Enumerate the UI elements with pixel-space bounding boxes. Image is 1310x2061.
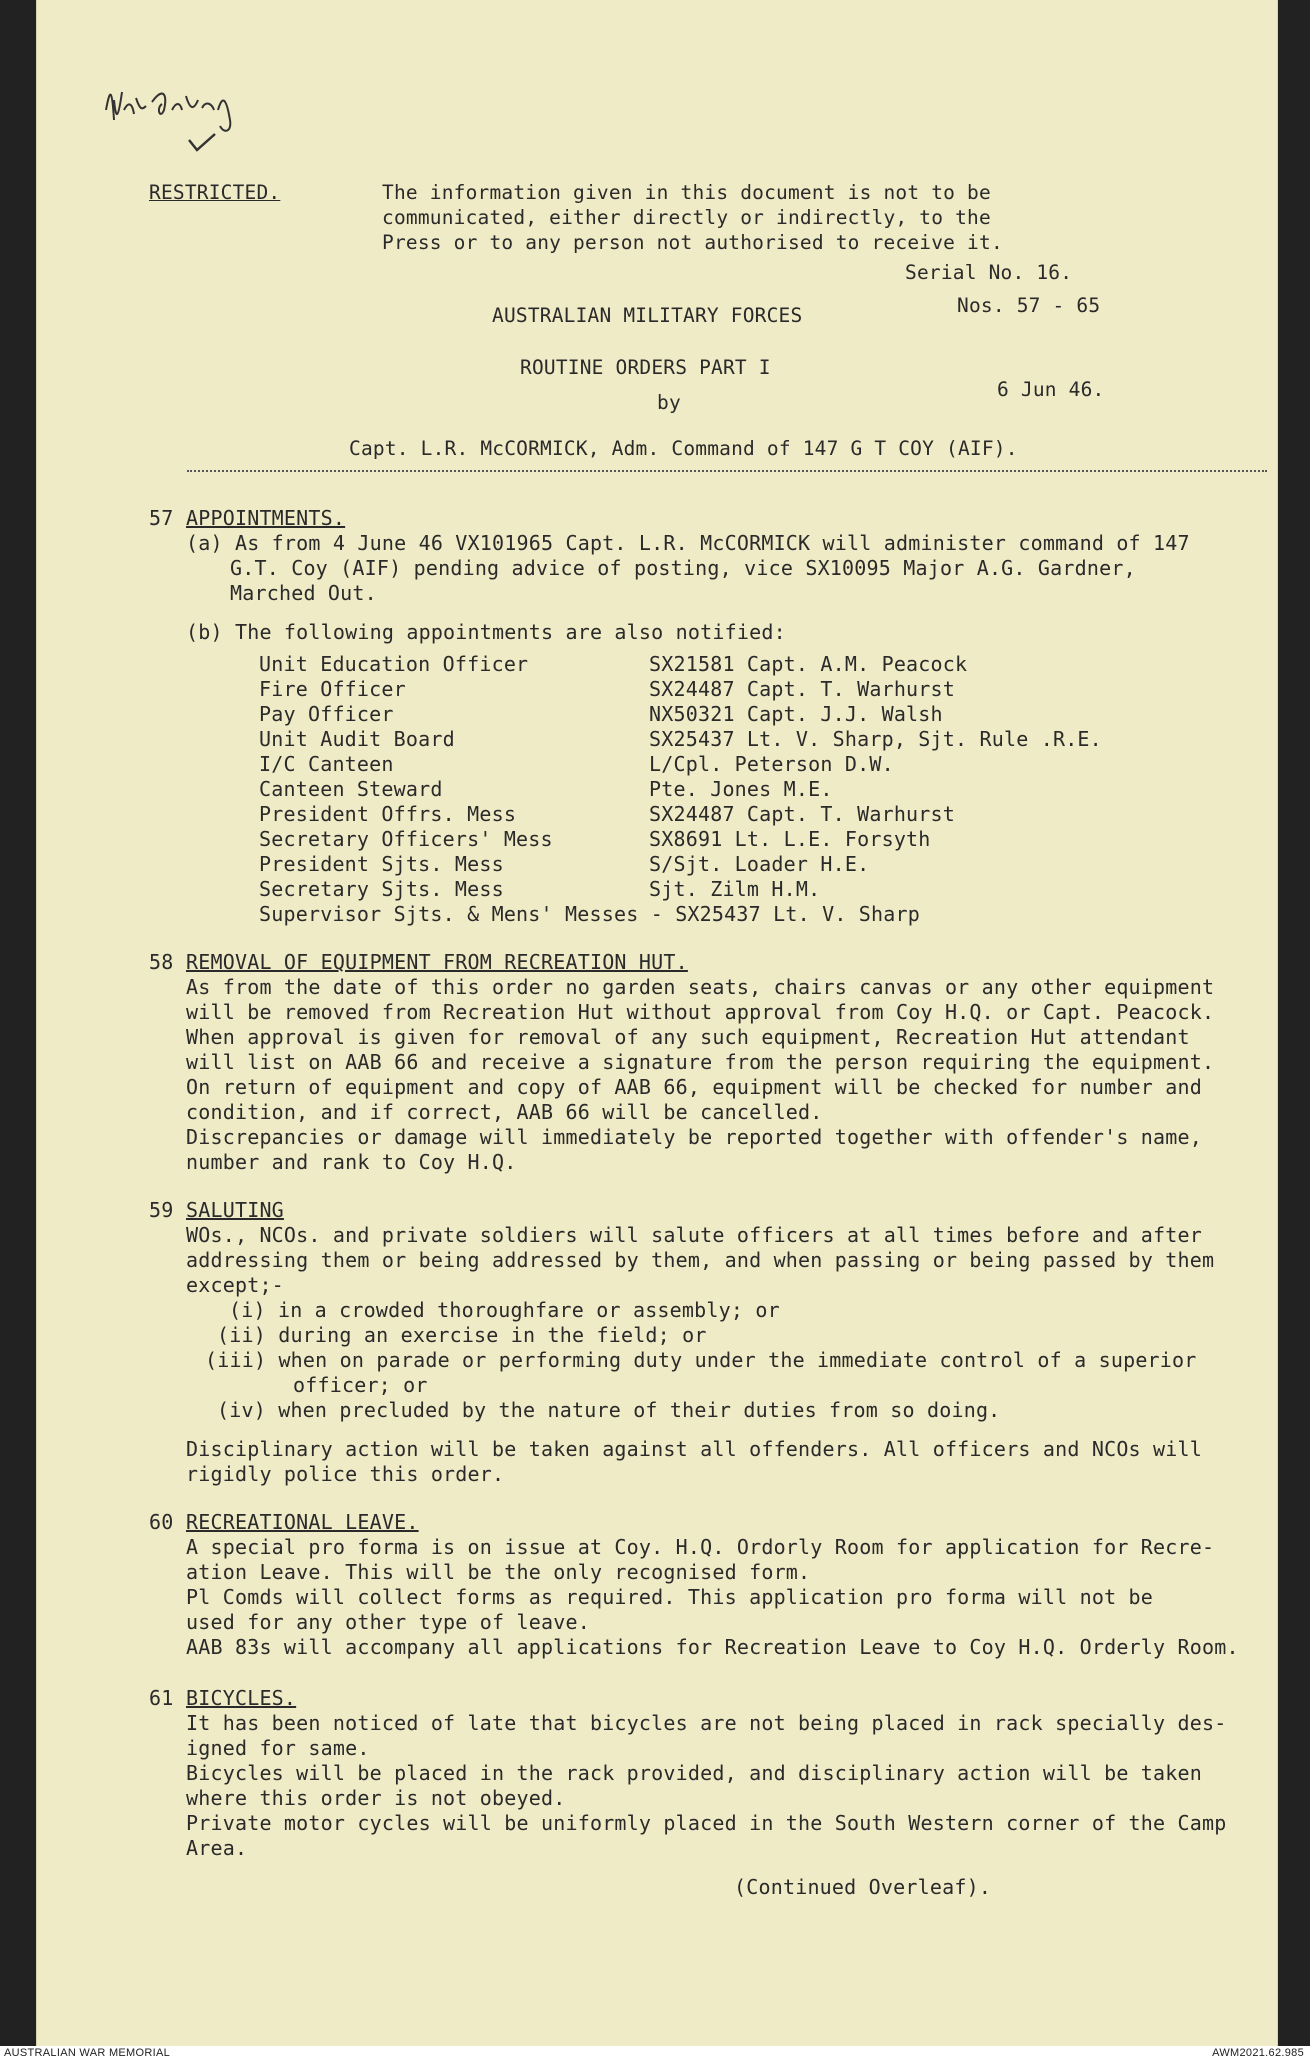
routine-orders-title: ROUTINE ORDERS PART I	[520, 356, 771, 379]
appointment-person: SX25437 Lt. V. Sharp, Sjt. Rule .R.E.	[649, 727, 1102, 751]
order-60-line: AAB 83s will accompany all applications for Recreation Leave to Coy H.Q. Orderly Room.	[186, 1635, 1239, 1659]
notice-line-1: The information given in this document is not to be	[382, 181, 991, 204]
order-58-line: will list on AAB 66 and receive a signature from the person requiring the equipment.	[186, 1050, 1215, 1074]
footer-right: AWM2021.62.985	[1212, 2047, 1304, 2059]
appointment-person: SX21581 Capt. A.M. Peacock	[649, 652, 968, 676]
order-57-para-b-intro: (b) The following appointments are also notified:	[186, 620, 786, 644]
order-61-line: igned for same.	[186, 1736, 370, 1760]
appointment-person: Sjt. Zilm H.M.	[649, 877, 821, 901]
appointment-person: L/Cpl. Peterson D.W.	[649, 752, 894, 776]
continued-overleaf: (Continued Overleaf).	[734, 1875, 992, 1899]
restricted-label: RESTRICTED.	[149, 181, 281, 204]
appointment-person: SX24487 Capt. T. Warhurst	[649, 802, 956, 826]
appointment-role: Pay Officer	[259, 702, 394, 726]
order-59-item: officer; or	[293, 1373, 428, 1397]
appointment-role: Canteen Steward	[259, 777, 443, 801]
order-57-number: 57	[149, 506, 174, 530]
order-60-number: 60	[149, 1510, 174, 1534]
order-57-heading: APPOINTMENTS.	[186, 506, 346, 530]
order-59-closing: Disciplinary action will be taken against all offenders. All officers and NCOs will	[186, 1437, 1203, 1461]
notice-line-2: communicated, either directly or indirectly, to the	[382, 206, 991, 229]
order-59-item: (ii) during an exercise in the field; or	[217, 1323, 707, 1347]
order-61-line: Area.	[186, 1836, 248, 1860]
footer-left: AUSTRALIAN WAR MEMORIAL	[4, 2047, 171, 2059]
by-label: by	[657, 391, 681, 414]
order-59-item: (i) in a crowded thoroughfare or assembly; or	[229, 1298, 780, 1322]
order-61-number: 61	[149, 1686, 174, 1710]
order-58-line: As from the date of this order no garden seats, chairs canvas or any other equipment	[186, 975, 1215, 999]
serial-number: Serial No. 16.	[905, 261, 1073, 284]
appointment-person: SX24487 Capt. T. Warhurst	[649, 677, 956, 701]
order-59-line: except;-	[186, 1273, 284, 1297]
order-59-item: (iii) when on parade or performing duty under the immediate control of a superior	[205, 1348, 1197, 1372]
order-59-heading: SALUTING	[186, 1198, 284, 1222]
order-57-para-a-line: (a) As from 4 June 46 VX101965 Capt. L.R. McCORMICK will administer command of 147	[186, 531, 1190, 555]
appointment-role: Unit Audit Board	[259, 727, 455, 751]
appointment-person: SX8691 Lt. L.E. Forsyth	[649, 827, 931, 851]
document-page	[36, 0, 1278, 2046]
order-59-item: (iv) when precluded by the nature of their duties from so doing.	[217, 1398, 1001, 1422]
header-divider	[187, 470, 1267, 472]
order-61-line: where this order is not obeyed.	[186, 1786, 566, 1810]
order-60-line: A special pro forma is on issue at Coy. H.Q. Ordorly Room for application for Recre-	[186, 1535, 1215, 1559]
appointment-role: President Offrs. Mess	[259, 802, 517, 826]
order-60-heading: RECREATIONAL LEAVE.	[186, 1510, 419, 1534]
appointment-role: Secretary Officers' Mess	[259, 827, 553, 851]
appointment-role: Secretary Sjts. Mess	[259, 877, 504, 901]
order-61-line: It has been noticed of late that bicycles are not being placed in rack specially des-	[186, 1711, 1227, 1735]
order-58-line: will be removed from Recreation Hut without approval from Coy H.Q. or Capt. Peacock.	[186, 1000, 1215, 1024]
order-57-para-a-line: G.T. Coy (AIF) pending advice of posting, vice SX10095 Major A.G. Gardner,	[230, 556, 1136, 580]
order-59-number: 59	[149, 1198, 174, 1222]
order-59-line: addressing them or being addressed by them, and when passing or being passed by them	[186, 1248, 1215, 1272]
order-numbers: Nos. 57 - 65	[957, 294, 1101, 317]
order-60-line: Pl Comds will collect forms as required. This application pro forma will not be	[186, 1585, 1154, 1609]
order-58-line: condition, and if correct, AAB 66 will be cancelled.	[186, 1100, 823, 1124]
order-61-heading: BICYCLES.	[186, 1686, 297, 1710]
appointment-last: Supervisor Sjts. & Mens' Messes - SX25437 Lt. V. Sharp	[259, 902, 921, 926]
order-59-closing: rigidly police this order.	[186, 1462, 505, 1486]
order-61-line: Bicycles will be placed in the rack provided, and disciplinary action will be taken	[186, 1761, 1203, 1785]
order-58-heading: REMOVAL OF EQUIPMENT FROM RECREATION HUT.	[186, 950, 688, 974]
appointment-person: Pte. Jones M.E.	[649, 777, 833, 801]
appointment-role: Unit Education Officer	[259, 652, 529, 676]
notice-line-3: Press or to any person not authorised to receive it.	[382, 231, 1003, 254]
order-61-line: Private motor cycles will be uniformly placed in the South Western corner of the Camp	[186, 1811, 1227, 1835]
order-date: 6 Jun 46.	[997, 378, 1105, 401]
appointment-person: NX50321 Capt. J.J. Walsh	[649, 702, 943, 726]
order-58-line: On return of equipment and copy of AAB 66, equipment will be checked for number and	[186, 1075, 1203, 1099]
archive-footer	[0, 2046, 1310, 2061]
org-title: AUSTRALIAN MILITARY FORCES	[492, 304, 803, 327]
order-57-para-a-line: Marched Out.	[230, 581, 377, 605]
order-59-line: WOs., NCOs. and private soldiers will salute officers at all times before and after	[186, 1223, 1203, 1247]
commander-line: Capt. L.R. McCORMICK, Adm. Command of 147 G T COY (AIF).	[349, 437, 1018, 460]
order-60-line: ation Leave. This will be the only recognised form.	[186, 1560, 811, 1584]
order-60-line: used for any other type of leave.	[186, 1610, 590, 1634]
appointment-person: S/Sjt. Loader H.E.	[649, 852, 870, 876]
appointment-role: President Sjts. Mess	[259, 852, 504, 876]
order-58-number: 58	[149, 950, 174, 974]
order-58-line: number and rank to Coy H.Q.	[186, 1150, 517, 1174]
order-58-line: Discrepancies or damage will immediately be reported together with offender's name,	[186, 1125, 1203, 1149]
appointment-role: I/C Canteen	[259, 752, 394, 776]
handwritten-tick-mark	[187, 130, 217, 158]
appointment-role: Fire Officer	[259, 677, 406, 701]
order-58-line: When approval is given for removal of any such equipment, Recreation Hut attendant	[186, 1025, 1190, 1049]
